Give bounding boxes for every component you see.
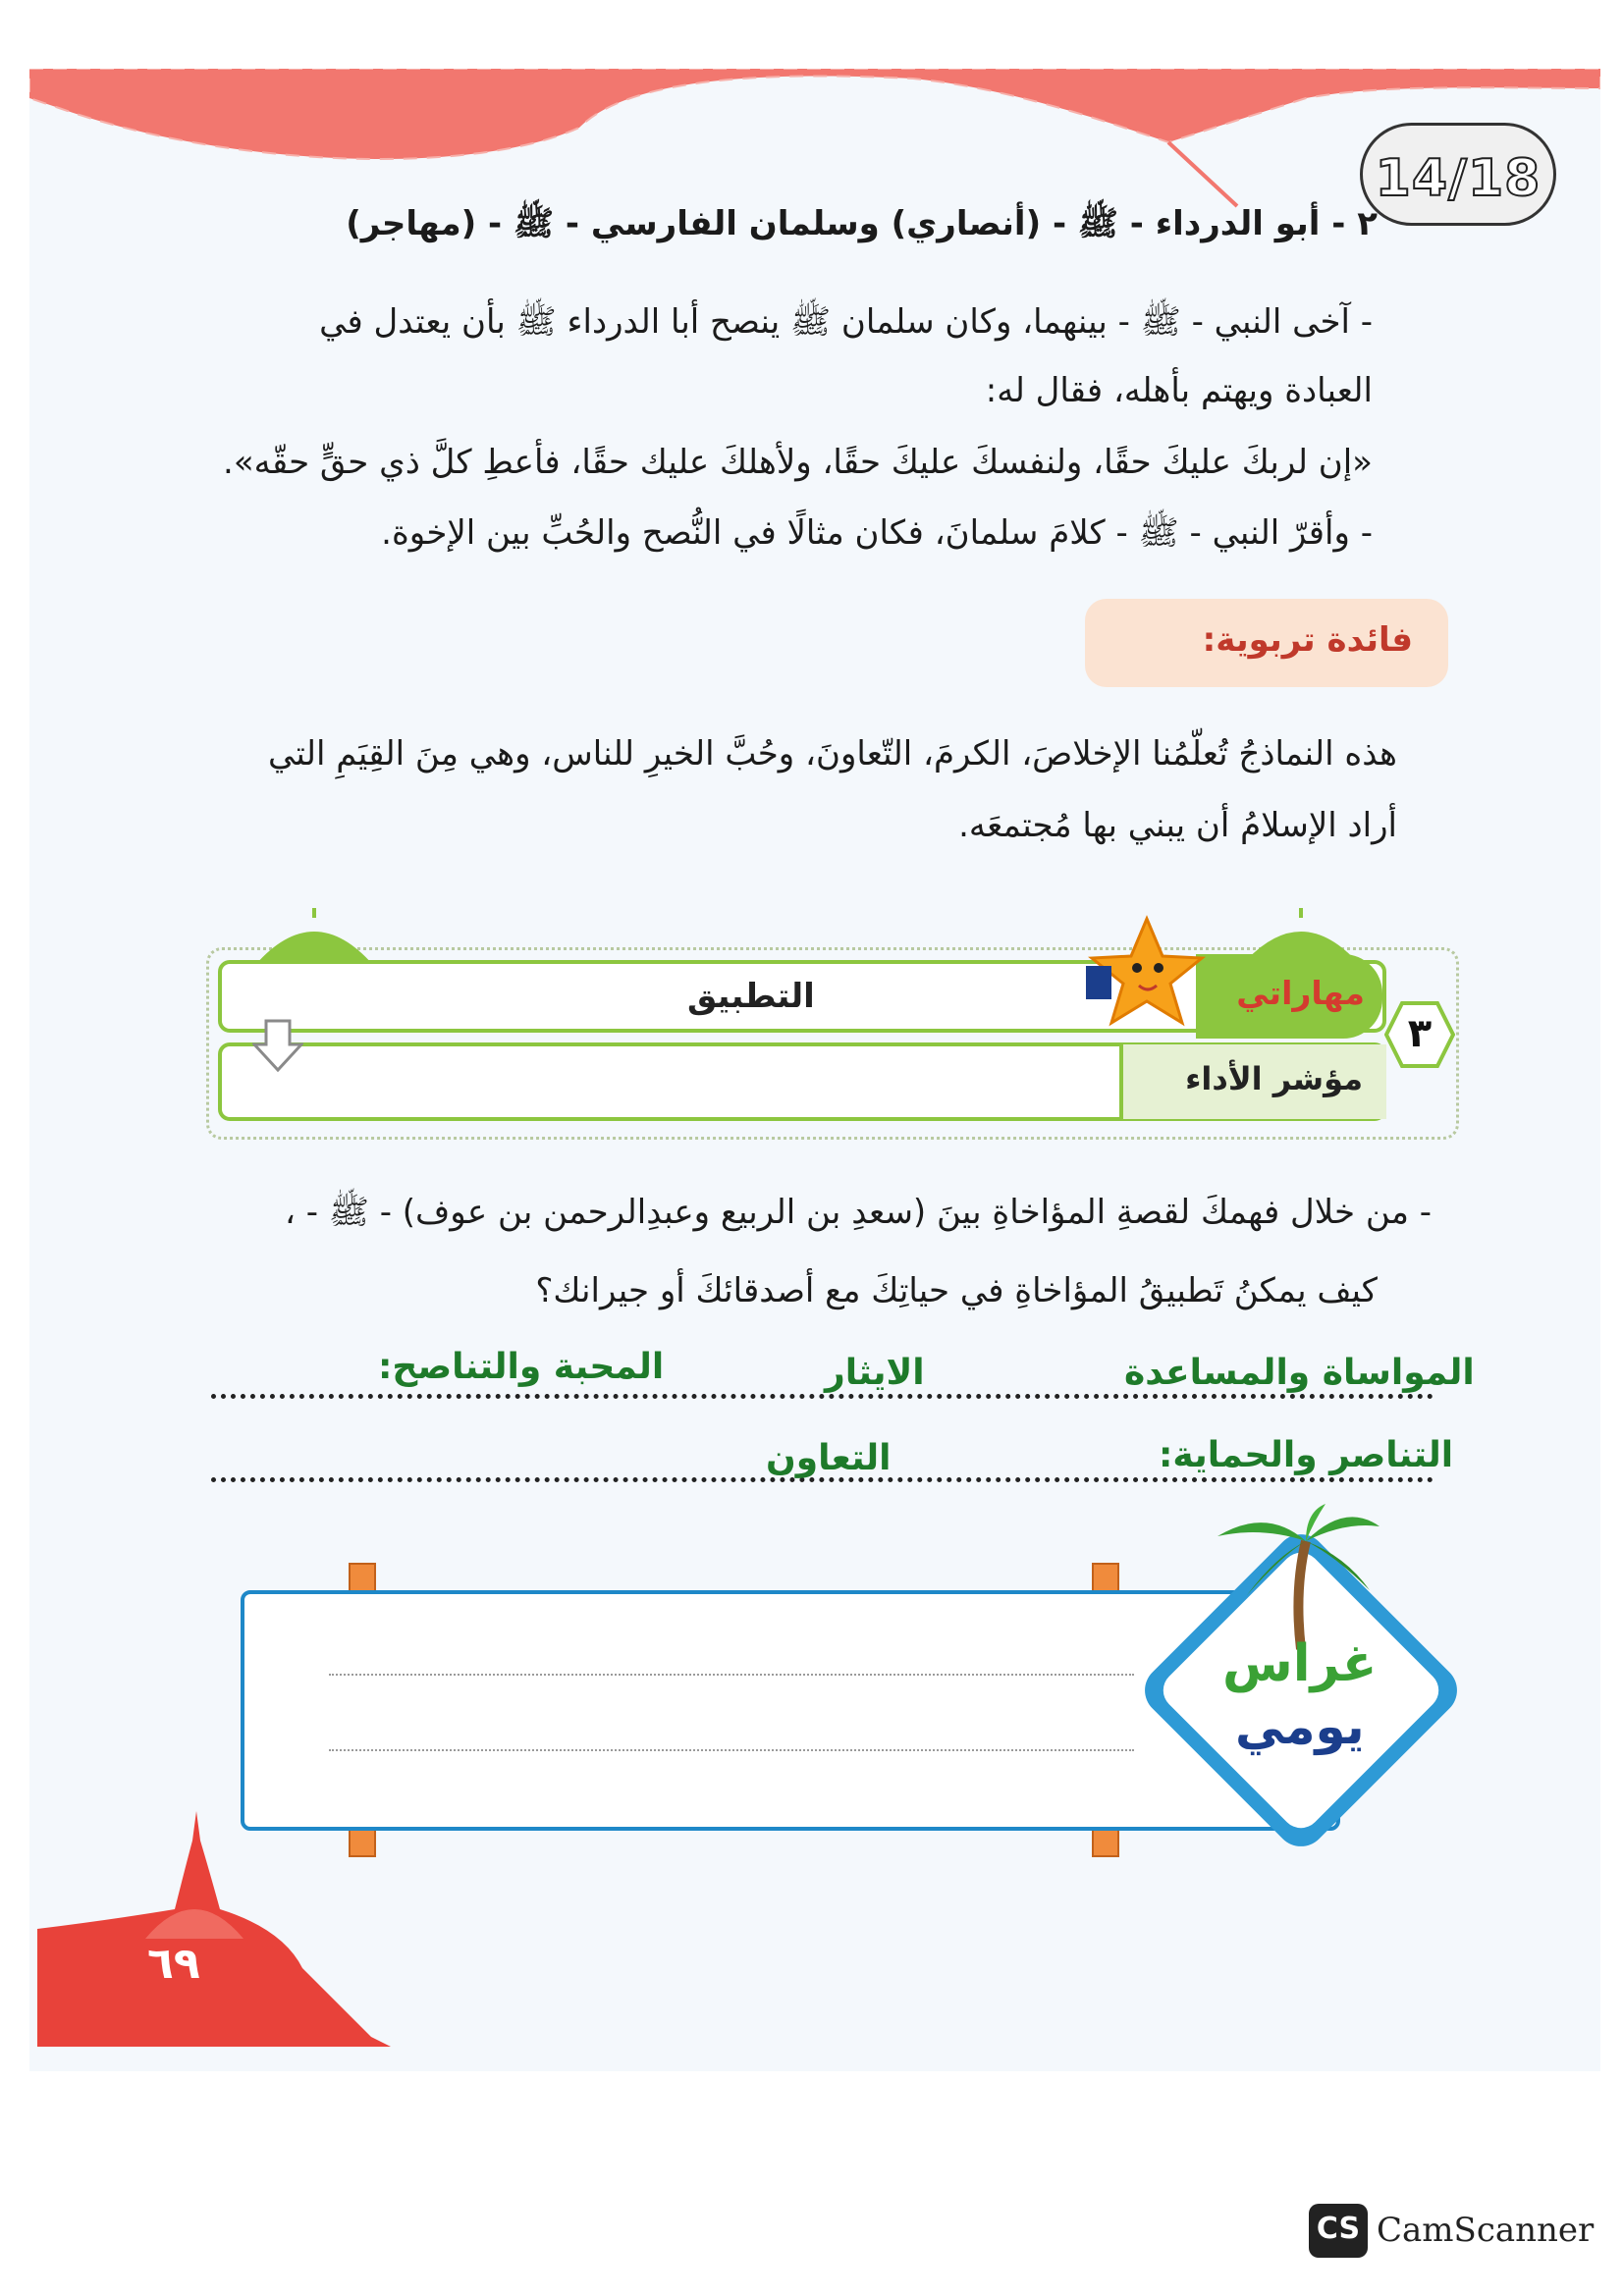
lesson-line: العبادة ويهتم بأهله، فقال له:: [985, 371, 1373, 410]
lesson-quote: «إن لربكَ عليكَ حقًا، ولنفسكَ عليكَ حقًا، ولأهلكَ عليك حقًا، فأعطِ كلَّ ذي حقٍّ حقّه».: [223, 443, 1373, 482]
performance-label: مؤشر الأداء: [1185, 1060, 1363, 1097]
dome-icon: [250, 908, 378, 967]
lesson-heading: ٢ - أبو الدرداء - ﷺ - (أنصاري) وسلمان الفارسي - ﷺ - (مهاجر): [346, 204, 1378, 243]
answer-dotted-line: [211, 1394, 1434, 1399]
benefit-line: أراد الإسلامُ أن يبني بها مُجتمعَه.: [958, 806, 1397, 845]
camscanner-logo: [1309, 2204, 1368, 2258]
answer-text[interactable]: التعاون: [766, 1438, 892, 1478]
skills-label: مهاراتي: [1236, 974, 1365, 1012]
daily-badge-word: يومي: [1235, 1698, 1365, 1755]
section-number-badge: [1384, 999, 1455, 1070]
answer-text[interactable]: التناصر والحماية:: [1159, 1435, 1454, 1475]
camscanner-name: CamScanner: [1377, 2211, 1595, 2250]
benefit-line: هذه النماذجُ تُعلّمُنا الإخلاصَ، الكرمَ، التّعاونَ، وحُبَّ الخيرِ للناس، وهي مِنَ القِيَمِ التي: [267, 734, 1397, 774]
star-mascot-icon: [1080, 913, 1208, 1031]
mosque-corner-icon: [37, 1811, 391, 2047]
lesson-line: - وأقرّ النبي - ﷺ - كلامَ سلمانَ، فكان مثالًا في النُّصح والحُبِّ بين الإخوة.: [381, 513, 1373, 553]
section-number: ٣: [1407, 1011, 1433, 1056]
answer-text[interactable]: الايثار: [825, 1353, 925, 1393]
page-number: ٦٩: [147, 1939, 200, 1989]
question-line: - من خلال فهمكَ لقصةِ المؤاخاةِ بينَ (سعدِ بن الربيع وعبدِالرحمن بن عوف) - ﷺ - ،: [284, 1193, 1432, 1232]
down-arrow-icon: [252, 1019, 303, 1074]
question-line: كيف يمكنُ تَطبيقُ المؤاخاةِ في حياتِكَ مع أصدقائكَ أو جيرانك؟: [535, 1271, 1378, 1310]
answer-text[interactable]: المواساة والمساعدة: [1124, 1353, 1475, 1393]
daily-writing-line[interactable]: [329, 1674, 1134, 1676]
benefit-title-box: [1085, 599, 1448, 687]
daily-writing-line[interactable]: [329, 1749, 1134, 1751]
application-label: التطبيق: [687, 977, 815, 1016]
performance-tag: [1119, 1044, 1386, 1119]
page-counter-badge: [1360, 123, 1556, 226]
lesson-line: - آخى النبي - ﷺ - بينهما، وكان سلمان ﷺ ينصح أبا الدرداء ﷺ بأن يعتدل في: [319, 302, 1373, 342]
skills-tag: [1196, 954, 1382, 1039]
benefit-title: فائدة تربوية:: [1202, 620, 1413, 660]
answer-text[interactable]: المحبة والتناصح:: [378, 1347, 665, 1387]
daily-badge-word: غراس: [1222, 1634, 1378, 1693]
page-counter-text: 14/18: [1375, 149, 1542, 208]
camscanner-logo-text: CS: [1316, 2212, 1361, 2246]
